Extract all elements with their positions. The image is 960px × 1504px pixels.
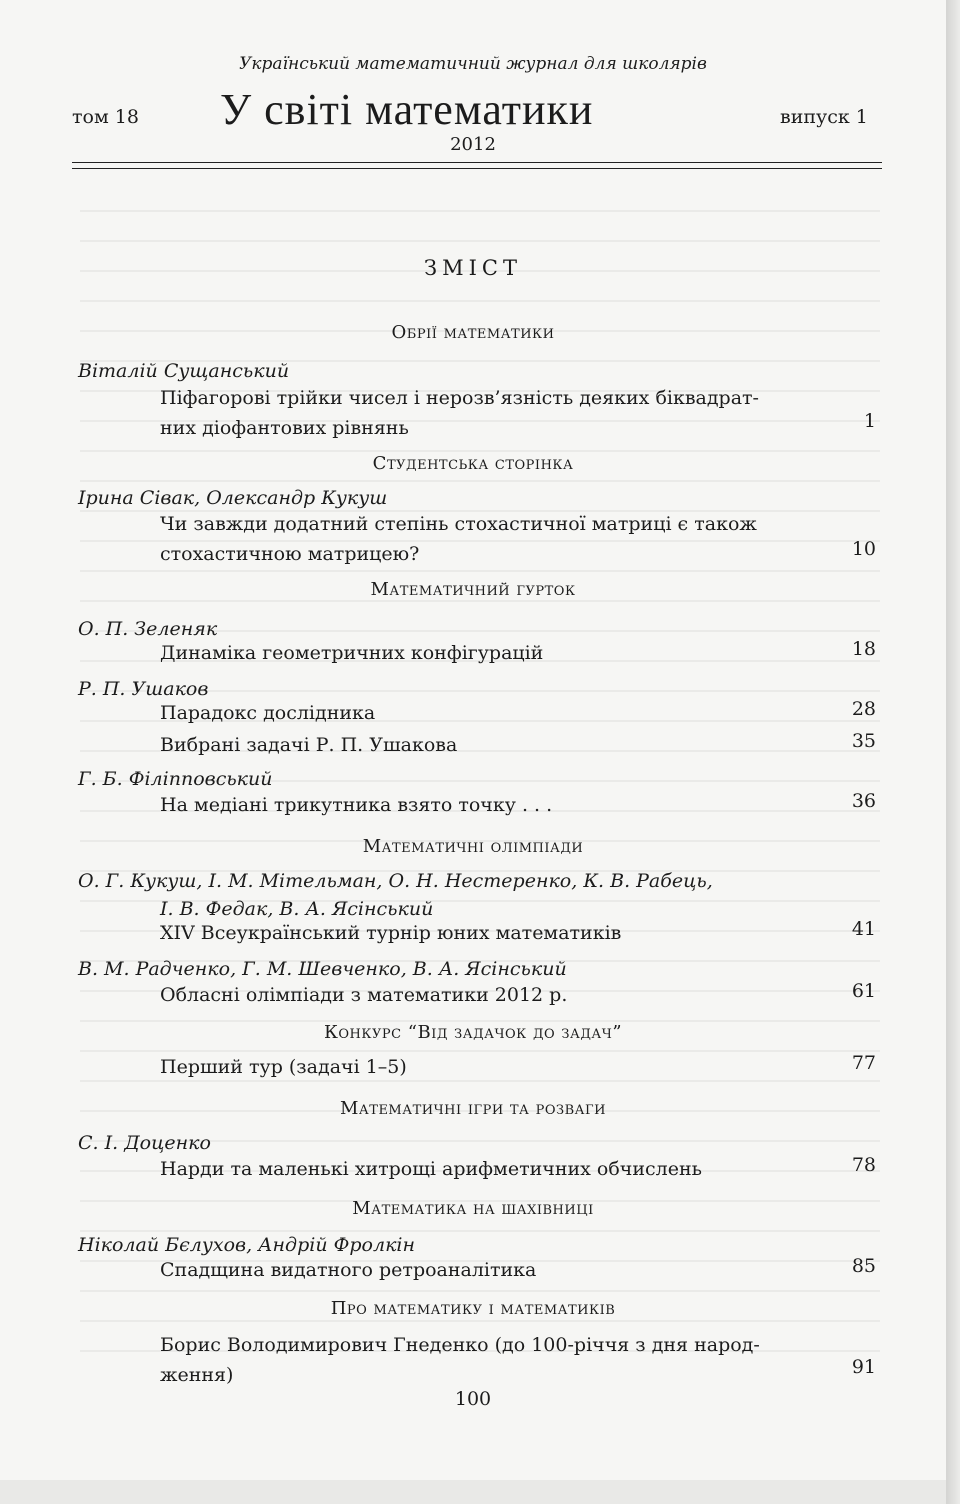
article-title[interactable] xyxy=(160,1052,800,1082)
article-author: О. Г. Кукуш, І. М. Мітельман, О. Н. Нестеренко, К. В. Рабець, xyxy=(78,870,713,892)
section-heading: Обрії математики xyxy=(391,322,555,343)
article-title[interactable] xyxy=(160,383,800,443)
article-title-line: стохастичною матрицею? xyxy=(160,543,420,565)
page-number: 91 xyxy=(851,1356,876,1378)
article-title-line: Піфагорові трійки чисел і нерозв’язність деяких біквадрат- xyxy=(160,387,759,409)
header-rule-top xyxy=(72,162,882,163)
article-title-line: Нарди та маленькі хитрощі арифметичних обчислень xyxy=(160,1158,702,1180)
page-number: 77 xyxy=(851,1052,876,1074)
article-title-line: На медіані трикутника взято точку . . . xyxy=(160,794,553,816)
section-heading: Студентська сторінка xyxy=(372,453,574,474)
article-title[interactable] xyxy=(160,638,800,668)
article-title[interactable] xyxy=(160,698,800,728)
section-heading: Математичні ігри та розваги xyxy=(340,1098,606,1119)
article-title-line: Вибрані задачі Р. П. Ушакова xyxy=(160,734,458,756)
journal-subtitle: Український математичний журнал для школярів xyxy=(239,54,707,74)
article-author: Віталій Сущанський xyxy=(78,360,290,382)
volume-label: том 18 xyxy=(72,106,139,128)
article-author: Г. Б. Філіпповський xyxy=(78,768,273,790)
page-edge xyxy=(946,0,960,1504)
section-heading: Конкурс “Від задачок до задач” xyxy=(323,1022,623,1043)
section-heading: Про математику і математиків xyxy=(330,1298,616,1319)
page-number: 41 xyxy=(851,918,876,940)
article-title[interactable] xyxy=(160,918,800,948)
article-title[interactable] xyxy=(160,980,800,1010)
page-number: 1 xyxy=(863,410,876,432)
article-title-line: Перший тур (задачі 1–5) xyxy=(160,1056,407,1078)
article-title-line: Чи завжди додатний степінь стохастичної матриці є також xyxy=(160,513,757,535)
year: 2012 xyxy=(450,134,496,155)
article-author: Ніколай Бєлухов, Андрій Фролкін xyxy=(78,1234,416,1256)
page-number: 18 xyxy=(851,638,876,660)
journal-title: У світі математики xyxy=(220,85,594,134)
page-number: 78 xyxy=(851,1154,876,1176)
issue-label: випуск 1 xyxy=(780,106,868,128)
page-number: 10 xyxy=(851,538,876,560)
page-number: 28 xyxy=(851,698,876,720)
article-author: І. В. Федак, В. А. Ясінський xyxy=(160,898,434,920)
article-author: В. М. Радченко, Г. М. Шевченко, В. А. Ясінський xyxy=(78,958,567,980)
page-number: 36 xyxy=(851,790,876,812)
header-rule-bottom xyxy=(72,168,882,169)
contents-heading: ЗМІСТ xyxy=(424,256,522,280)
article-title[interactable] xyxy=(160,1330,800,1390)
article-title[interactable] xyxy=(160,509,800,569)
article-title-line: ження) xyxy=(160,1364,234,1386)
section-heading: Математичні олімпіади xyxy=(362,836,584,857)
article-title-line: Борис Володимирович Гнеденко (до 100-річчя з дня народ- xyxy=(160,1334,760,1356)
section-heading: Математичний гурток xyxy=(370,579,576,600)
article-title[interactable] xyxy=(160,730,800,760)
article-author: Р. П. Ушаков xyxy=(78,678,209,700)
article-title[interactable] xyxy=(160,790,800,820)
article-title[interactable] xyxy=(160,1255,800,1285)
page-number: 35 xyxy=(851,730,876,752)
article-title-line: них діофантових рівнянь xyxy=(160,417,409,439)
article-title-line: Обласні олімпіади з математики 2012 р. xyxy=(160,984,568,1006)
article-title-line: Спадщина видатного ретроаналітика xyxy=(160,1259,537,1281)
article-author: О. П. Зеленяк xyxy=(78,618,218,640)
folio-page-number: 100 xyxy=(454,1388,492,1410)
article-title-line: Динаміка геометричних конфігурацій xyxy=(160,642,544,664)
article-title-line: Парадокс дослідника xyxy=(160,702,376,724)
article-title[interactable] xyxy=(160,1154,800,1184)
page-number: 61 xyxy=(851,980,876,1002)
article-title-line: XIV Всеукраїнський турнір юних математиків xyxy=(160,922,622,944)
article-author: Ірина Сівак, Олександр Кукуш xyxy=(78,487,388,509)
article-author: С. І. Доценко xyxy=(78,1132,211,1154)
page-number: 85 xyxy=(851,1255,876,1277)
section-heading: Математика на шахівниці xyxy=(352,1198,594,1219)
